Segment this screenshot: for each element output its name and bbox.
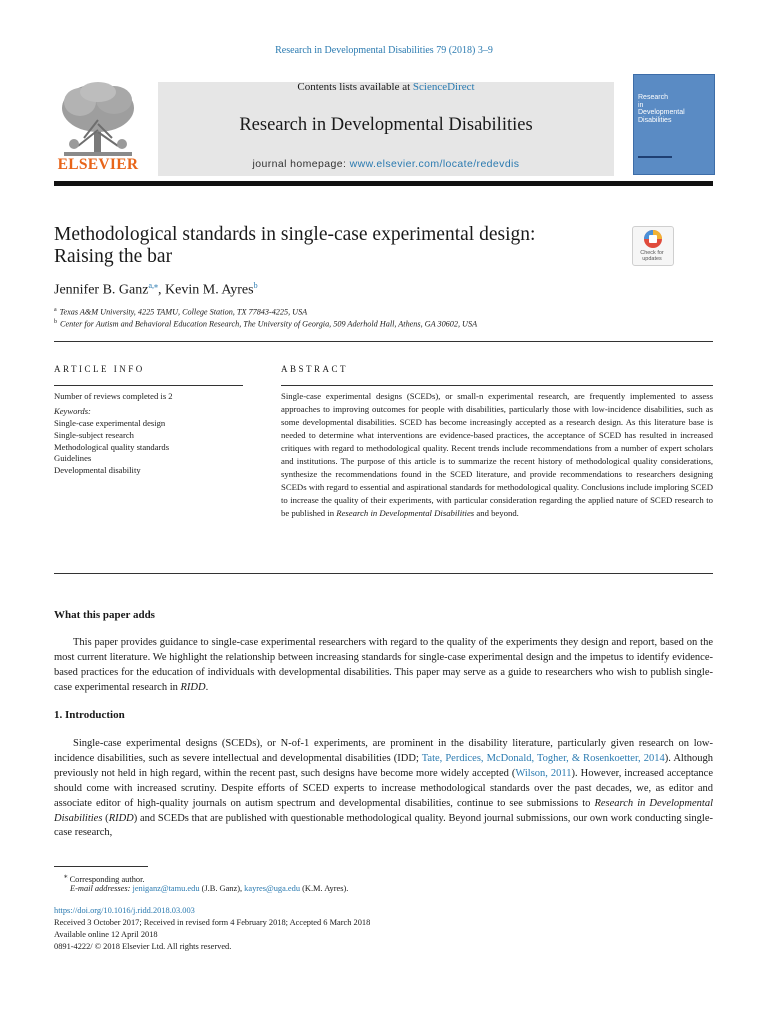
citation-link[interactable]: Wilson, 2011 xyxy=(515,767,572,779)
affiliation-marker-text: a, xyxy=(148,281,155,290)
introduction-text xyxy=(54,737,713,841)
abstract-journal-name: Research in Developmental Disabilities xyxy=(336,507,475,518)
affiliation-text: Center for Autism and Behavioral Education Research, The University of Georgia, 509 Aderhold Hall, Athens, GA 30602, USA xyxy=(60,319,478,329)
review-count: Number of reviews completed is 2 xyxy=(54,391,173,401)
affiliation-mark: b xyxy=(54,319,57,325)
journal-homepage xyxy=(158,158,614,170)
affiliation-marker[interactable] xyxy=(148,281,158,290)
check-label-line: Check for xyxy=(640,250,664,256)
email-owner: (K.M. Ayres). xyxy=(300,884,349,893)
author-name[interactable]: Kevin M. Ayres xyxy=(165,282,254,298)
abstract-body: Single-case experimental designs (SCEDs), or small-n experimental research, are frequently implemented to assess approaches to improving outcomes for people with disabilities, particularly those with low-incidence disabilities, such as some developmental disabilities. SCED has become increasingly accepted as a research design. As this literature base is needed to determine what interventions are evidence-based practices, the acceptance of SCED has resulted in increased critiques with regard to methodological quality. Recent trends include recommendations from a number of expert scholars and institutions. The purpose of this article is to summarize the recent history of methodological quality considerations, synthesize the recommendations found in the SCED literature, and provide recommendations to researchers designing SCEDs with regard to essential and aspirational standards for methodological quality. Conclusions include imploring SCED to increase the quality of their experiments, with particular consideration regarding the applied nature of SCED research to be published in xyxy=(281,391,713,518)
intro-text-run: ). However, increased acceptance should come with increased scrutiny. Despite efforts of SCED experts to increase methodological standards over the past decades, we, as editor and associate editor of high-quality journals on autism spectrum and developmental disabilities, continue to see submissions to xyxy=(54,767,713,809)
affiliation xyxy=(54,319,477,329)
affiliation xyxy=(54,307,307,317)
check-updates-label xyxy=(632,250,672,262)
article-info-rule xyxy=(54,385,243,386)
intro-journal-name: Research in Developmental Disabilities xyxy=(54,797,713,824)
keyword: Developmental disability xyxy=(54,465,141,476)
journal-cover-thumbnail[interactable] xyxy=(633,74,715,175)
keywords-label: Keywords: xyxy=(54,406,91,416)
article-info-heading: ARTICLE INFO xyxy=(54,364,145,374)
abstract-heading: ABSTRACT xyxy=(281,364,349,374)
introduction-heading: 1. Introduction xyxy=(54,709,125,721)
online-date: Available online 12 April 2018 xyxy=(54,930,158,939)
sciencedirect-link[interactable]: ScienceDirect xyxy=(412,81,475,93)
cover-title-line: Disabilities xyxy=(638,116,672,124)
check-label-line: updates xyxy=(642,256,662,262)
elsevier-wordmark: ELSEVIER xyxy=(57,156,139,173)
adds-journal-abbr: RIDD xyxy=(180,681,206,693)
email-addresses xyxy=(70,884,348,893)
intro-journal-abbr: RIDD xyxy=(108,812,134,824)
affiliation-marker[interactable]: b xyxy=(253,281,258,290)
article-title xyxy=(54,224,614,268)
cover-title-line: in xyxy=(638,101,644,109)
email-label: E-mail addresses: xyxy=(70,884,133,893)
abstract-text xyxy=(281,390,713,520)
author-name[interactable]: Jennifer B. Ganz xyxy=(54,282,149,298)
keyword: Single-subject research xyxy=(54,429,134,440)
adds-body: This paper provides guidance to single-case experimental researchers with regard to the quality of the experiments they design and report, based on the most current literature. We highlight the relationship between increasing standards for single-case experimental design and the impetus to identify evidence-based practices for the education of individuals with developmental disabilities. This paper may serve as a guide to researchers who wish to publish single-case experimental research in xyxy=(54,637,713,693)
check-updates-icon xyxy=(633,227,673,251)
received-dates: Received 3 October 2017; Received in revised form 4 February 2018; Accepted 6 March 2018 xyxy=(54,918,371,927)
what-this-paper-adds-heading: What this paper adds xyxy=(54,609,155,621)
keyword-list xyxy=(54,418,169,477)
article-title-line-1: Methodological standards in single-case experimental design: xyxy=(54,224,536,245)
section-rule xyxy=(54,573,713,574)
footnote-mark: ⁎ xyxy=(64,872,68,880)
issn-copyright: 0891-4222/ © 2018 Elsevier Ltd. All rights reserved. xyxy=(54,942,232,951)
what-this-paper-adds-text xyxy=(54,636,713,696)
footnote-text: Corresponding author. xyxy=(67,874,145,884)
keyword: Methodological quality standards xyxy=(54,441,170,452)
doi-link[interactable]: https://doi.org/10.1016/j.ridd.2018.03.003 xyxy=(54,906,195,915)
intro-text-run: Single-case experimental designs (SCEDs), or N-of-1 experiments, are prominent in the disability literature, particularly given research on low-incidence disabilities, such as severe intellectual and developmental disabilities (IDD; xyxy=(54,738,713,764)
adds-end: . xyxy=(205,681,209,693)
header-rule xyxy=(54,181,713,186)
section-rule xyxy=(54,341,713,342)
intro-text-run: ). Although previously not held in high regard, within the recent past, such designs have become more widely accepted ( xyxy=(54,752,714,779)
cover-rule xyxy=(638,156,672,158)
author-list xyxy=(54,281,258,299)
author-separator: , xyxy=(158,282,166,298)
affiliation-text: Texas A&M University, 4225 TAMU, College Station, TX 77843-4225, USA xyxy=(59,307,308,317)
email-link[interactable]: kayres@uga.edu xyxy=(244,884,301,893)
contents-line xyxy=(158,81,614,93)
homepage-link[interactable]: www.elsevier.com/locate/redevdis xyxy=(349,158,520,170)
journal-citation[interactable]: Research in Developmental Disabilities 79 (2018) 3–9 xyxy=(275,45,493,56)
contents-prefix: Contents lists available at xyxy=(297,81,413,93)
citation-link[interactable]: Tate, Perdices, McDonald, Togher, & Rosenkoetter, 2014 xyxy=(421,752,665,764)
keyword: Guidelines xyxy=(54,453,92,464)
journal-title: Research in Developmental Disabilities xyxy=(239,115,533,135)
homepage-label: journal homepage: xyxy=(252,158,350,170)
email-link[interactable]: jeniganz@tamu.edu xyxy=(132,884,200,893)
intro-text-run: ( xyxy=(102,812,109,824)
affiliation-mark: a xyxy=(54,307,57,313)
footnote-rule xyxy=(54,866,148,867)
cover-title xyxy=(638,94,710,124)
abstract-end: and beyond. xyxy=(474,507,519,518)
abstract-rule xyxy=(281,385,713,386)
cover-title-line: Developmental xyxy=(638,109,685,116)
intro-text-run: ) and SCEDs that are published with questionable methodological quality. Beyond journal submissions, our own work conducting single-case research, xyxy=(54,812,714,839)
corresponding-author-note xyxy=(64,872,145,884)
cover-title-line: Research xyxy=(638,94,668,101)
keyword: Single-case experimental design xyxy=(54,418,166,428)
corresponding-marker: ⁎ xyxy=(154,281,159,290)
article-title-line-2: Raising the bar xyxy=(54,246,173,267)
email-owner: (J.B. Ganz), xyxy=(199,884,245,893)
